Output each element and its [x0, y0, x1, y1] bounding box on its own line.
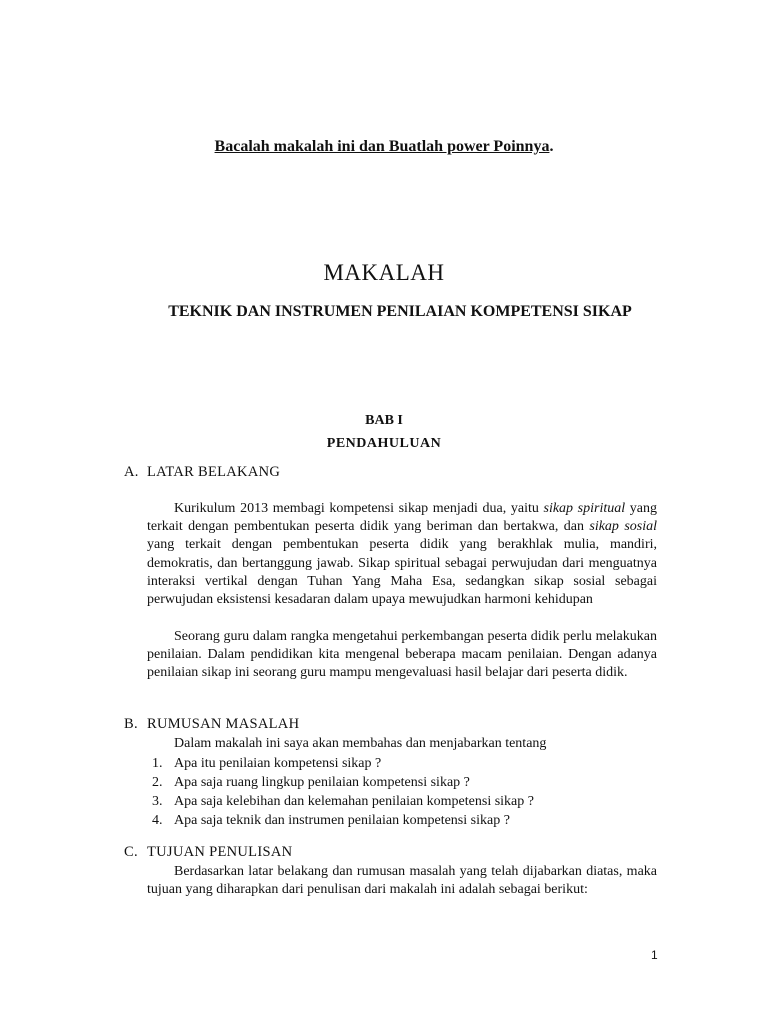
list-item: 1. Apa itu penilaian kompetensi sikap ?	[152, 756, 382, 771]
list-item: 2. Apa saja ruang lingkup penilaian kompetensi sikap ?	[152, 775, 470, 790]
rumusan-list	[152, 754, 534, 830]
rumusan-intro: Dalam makalah ini saya akan membahas dan menjabarkan tentang	[174, 736, 547, 751]
chapter-title: PENDAHULUAN	[326, 436, 442, 451]
section-title: LATAR BELAKANG	[147, 464, 281, 480]
section-title: RUMUSAN MASALAH	[147, 716, 300, 732]
instruction-text: Bacalah makalah ini dan Buatlah power Poinnya	[214, 138, 550, 155]
paragraph-text: Seorang guru dalam rangka mengetahui perkembangan peserta didik perlu melakukan penilaian. Dalam pendidikan kita mengenal beberapa macam penilaian. Dengan adanya penilaian sikap ini seorang guru mampu mengevaluasi hasil belajar dari peserta didik.	[147, 629, 657, 681]
paragraph-text: yang terkait dengan pembentukan peserta didik yang beriman dan bertakwa, dan	[147, 501, 657, 535]
paragraph-text: Kurikulum 2013 membagi kompetensi sikap menjadi dua, yaitu	[174, 501, 544, 516]
italic-term: sikap sosial	[589, 519, 658, 535]
paragraph-latar-belakang-1	[147, 500, 657, 609]
document-title: MAKALAH	[323, 260, 445, 285]
paragraph-text: yang terkait dengan pembentukan peserta didik yang berakhlak mulia, mandiri, demokratis, dan bertanggung jawab. Sikap spiritual sebagai perwujudan dari menguatnya interaksi vertikal dengan Tuhan Yang Maha Esa, sedangkan sikap sosial sebagai perwujudan eksistensi kesadaran dalam upaya mewujudkan harmoni kehidupan	[147, 537, 657, 608]
list-item: 4. Apa saja teknik dan instrumen penilaian kompetensi sikap ?	[152, 813, 510, 828]
instruction-line	[0, 138, 768, 156]
section-heading-b	[124, 716, 299, 733]
document-subtitle: TEKNIK DAN INSTRUMEN PENILAIAN KOMPETENSI SIKAP	[168, 303, 632, 320]
section-heading-c	[124, 844, 292, 861]
instruction-period: .	[549, 138, 554, 155]
paragraph-text: Berdasarkan latar belakang dan rumusan masalah yang telah dijabarkan diatas, maka tujuan yang diharapkan dari penulisan dari makalah ini adalah sebagai berikut:	[147, 864, 657, 898]
section-heading-a	[124, 464, 280, 481]
paragraph-tujuan	[147, 863, 657, 899]
italic-term: sikap spiritual	[543, 501, 626, 516]
section-letter: A.	[124, 464, 139, 480]
section-title: TUJUAN PENULISAN	[147, 844, 293, 860]
page-number: 1	[651, 948, 658, 962]
section-letter: B.	[124, 716, 138, 732]
list-item: 3. Apa saja kelebihan dan kelemahan penilaian kompetensi sikap ?	[152, 794, 534, 809]
section-letter: C.	[124, 844, 138, 860]
paragraph-latar-belakang-2	[147, 628, 657, 683]
chapter-number: BAB I	[365, 413, 403, 428]
